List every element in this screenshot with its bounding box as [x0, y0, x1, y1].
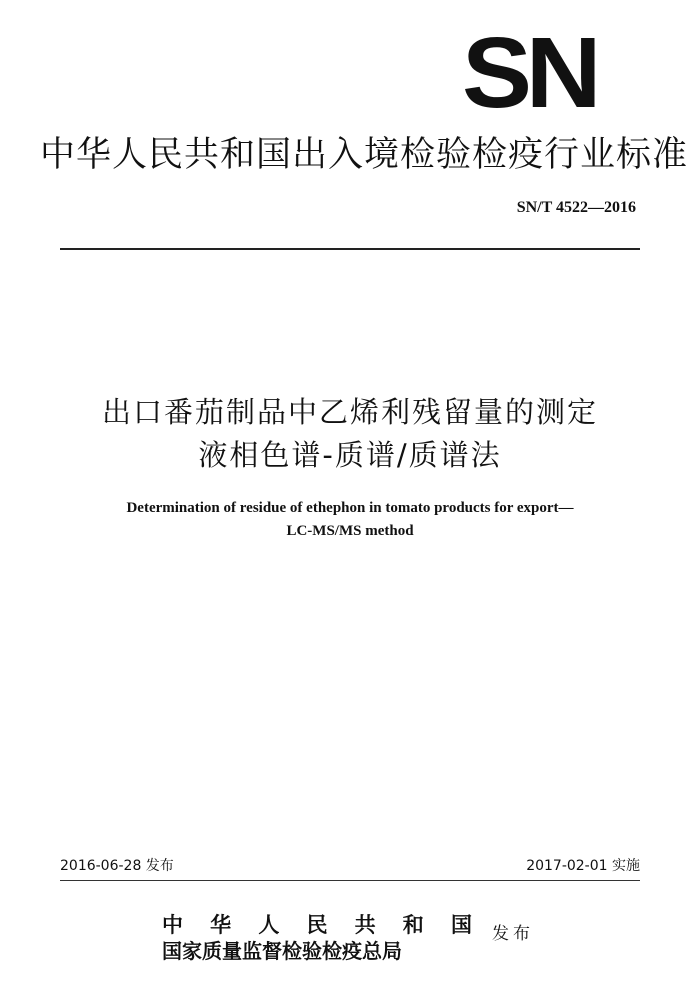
- issuer-agency: 国家质量监督检验检疫总局: [162, 939, 402, 963]
- issuer-char: 人: [258, 912, 280, 937]
- title-chinese-line-2: 液相色谱-质谱/质谱法: [198, 438, 502, 472]
- sn-logo: SN: [462, 17, 596, 129]
- issuer-char: 共: [354, 912, 376, 937]
- issuer-char: 国: [450, 912, 472, 937]
- issuer-char: 和: [402, 912, 424, 937]
- issuer-char: 华: [210, 912, 232, 937]
- header-divider: [60, 248, 640, 250]
- footer-divider: [60, 880, 640, 881]
- issue-label: 发布: [492, 924, 534, 944]
- title-english-line-1: Determination of residue of ethephon in tomato products for export—: [126, 500, 574, 516]
- title-chinese-line-1: 出口番茄制品中乙烯利残留量的测定: [101, 395, 598, 429]
- standard-number: SN/T 4522—2016: [516, 199, 636, 216]
- issuer-block: [162, 912, 482, 964]
- issuer-country: [162, 912, 472, 938]
- issuer-char: 中: [162, 912, 183, 937]
- implementation-date: 2017-02-01 实施: [526, 858, 640, 874]
- publication-date: 2016-06-28 发布: [60, 858, 174, 874]
- authority-title: 中华人民共和国出入境检验检疫行业标准: [40, 135, 689, 175]
- title-english-line-2: LC-MS/MS method: [286, 523, 414, 539]
- issuer-char: 民: [306, 912, 328, 937]
